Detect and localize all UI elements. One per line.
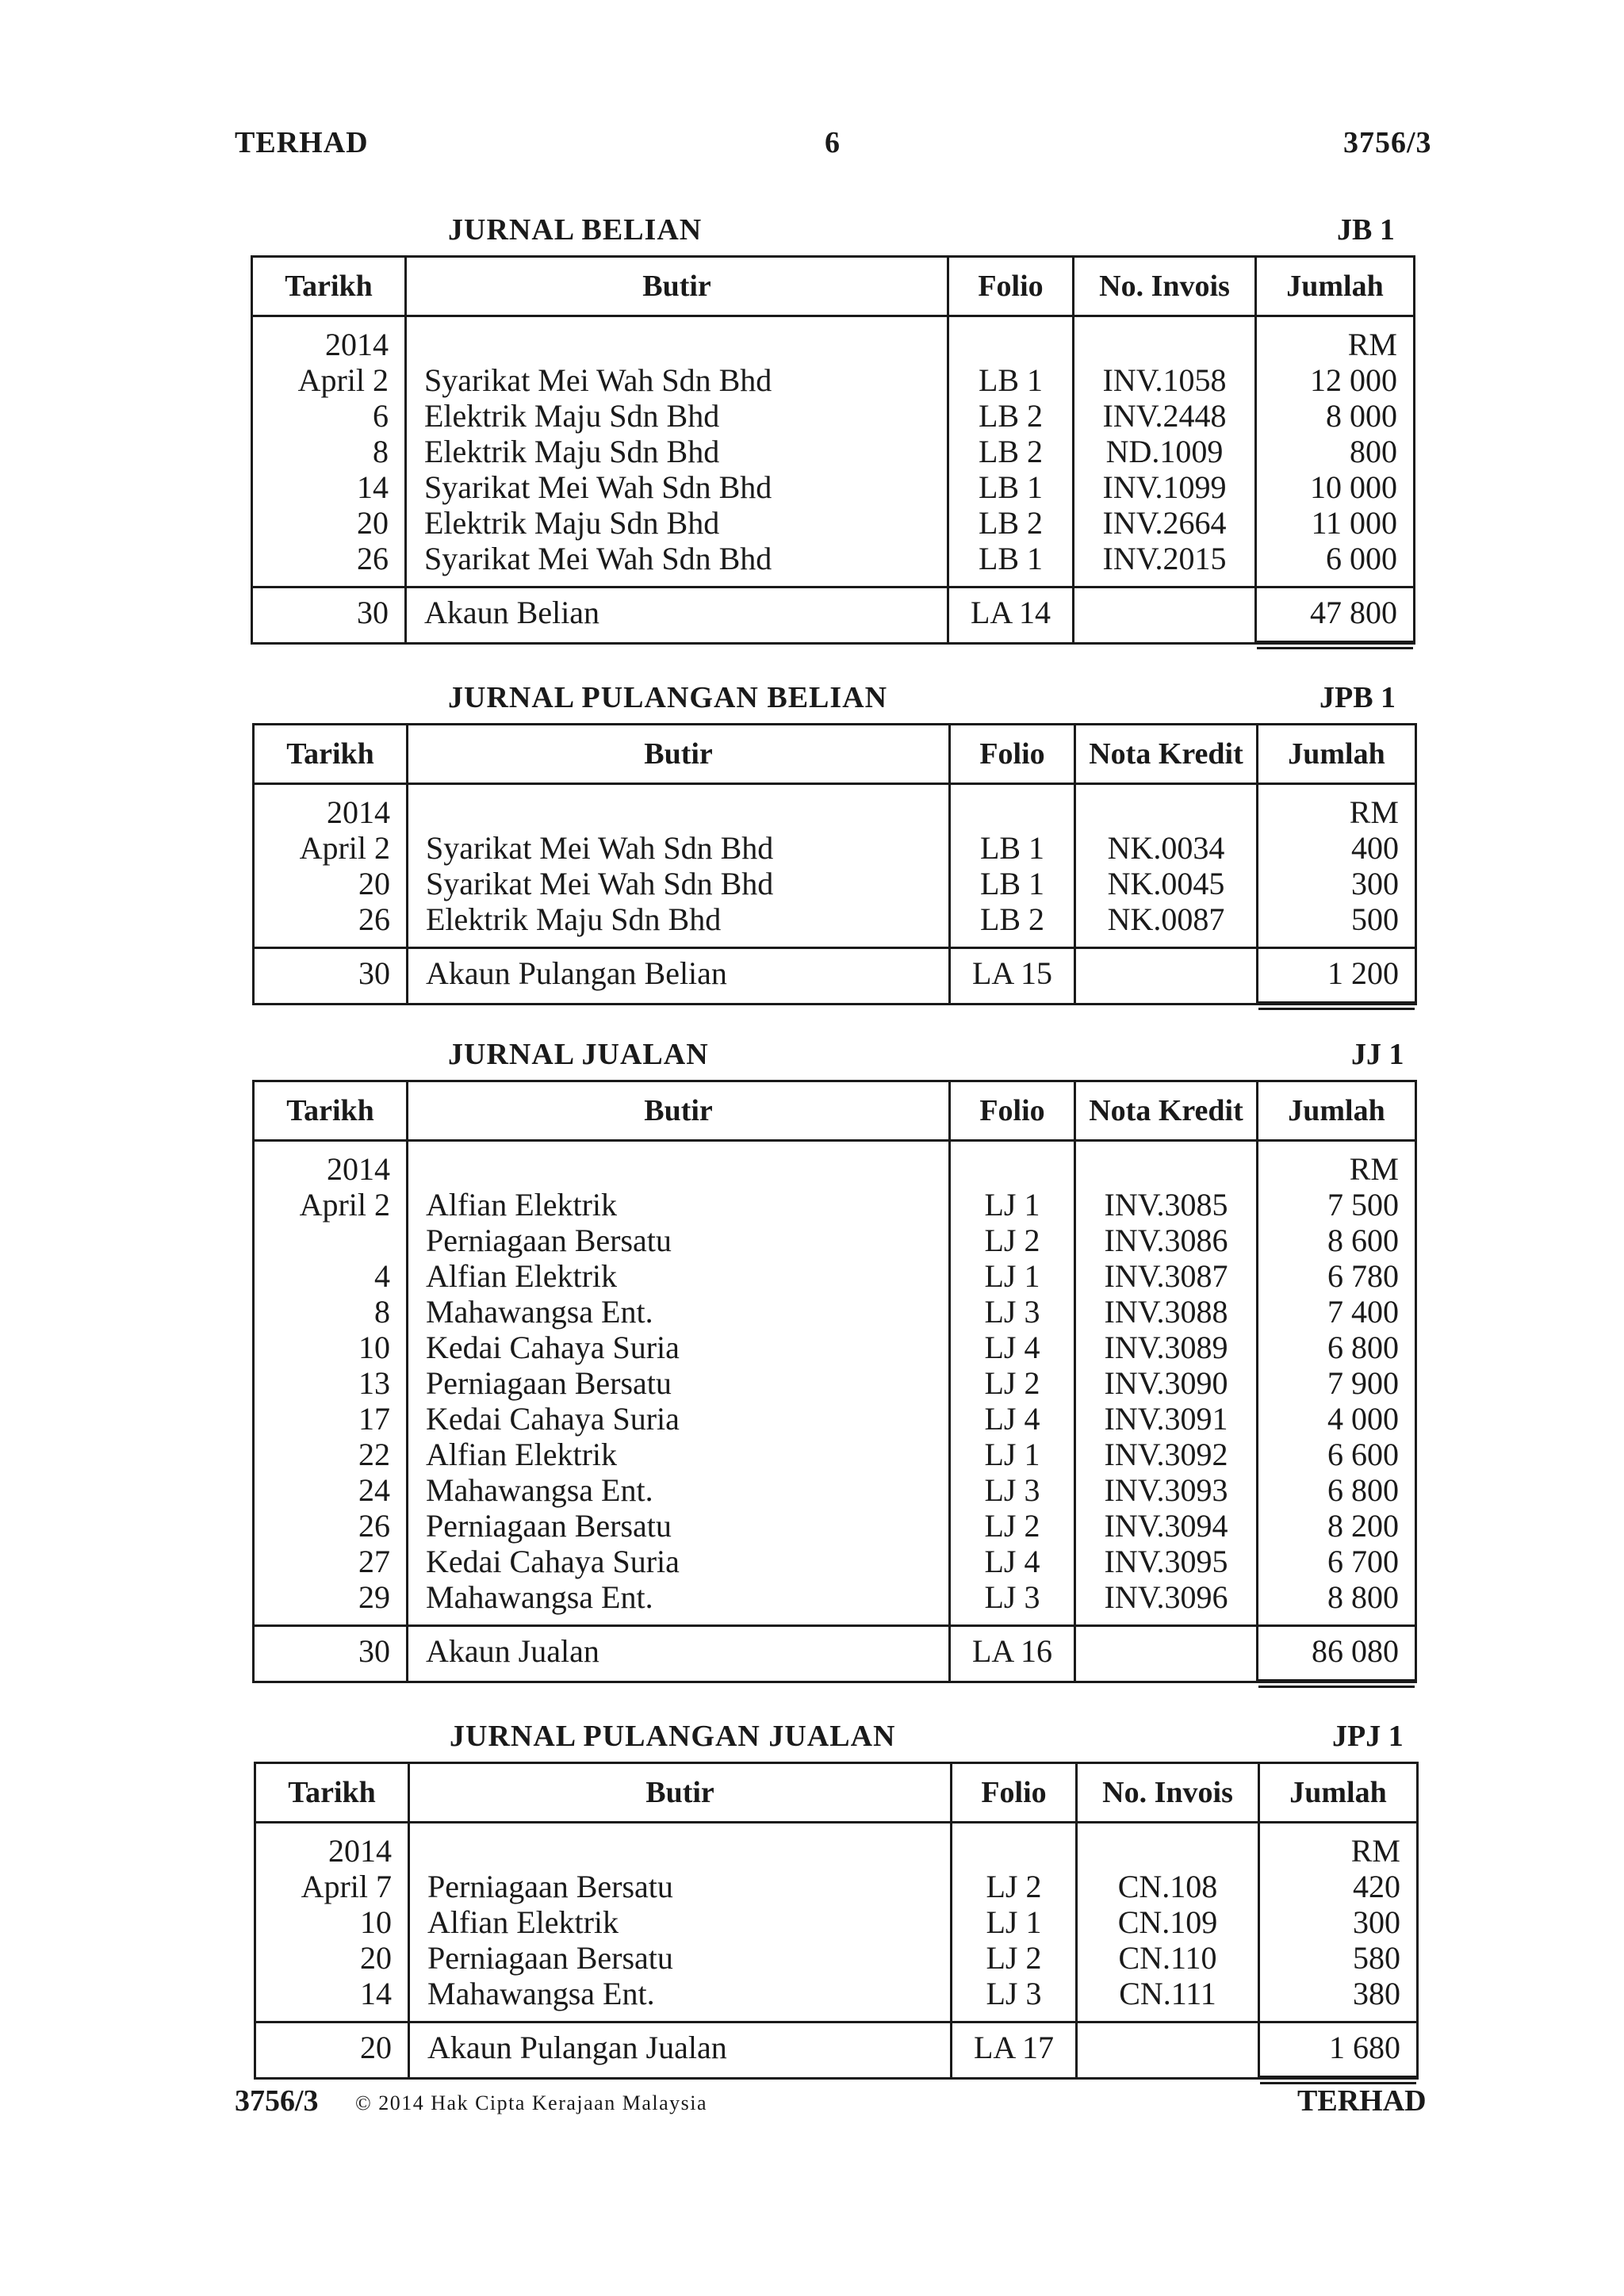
entry-folio: LJ 2 [986,1869,1042,1904]
journal-table-jpb [252,723,1417,1005]
col-header-jumlah: Jumlah [1286,270,1384,303]
entry-folio: LB 2 [979,901,1045,937]
total-date: 30 [253,588,407,642]
entry-amount: 420 [1353,1869,1400,1904]
entry-amount: 7 400 [1327,1294,1399,1330]
date-column [253,317,407,586]
entry-reference: CN.108 [1117,1869,1218,1904]
year-label: 2014 [327,1151,390,1187]
entry-amount: 8 200 [1327,1508,1399,1544]
footer-paper-code: 3756/3 [235,2084,319,2118]
entry-amount: 12 000 [1310,362,1397,398]
journal-table-jpj [254,1762,1419,2080]
description-column [410,1823,952,2021]
entry-date: 20 [358,866,390,901]
description-column [408,1142,951,1624]
entry-amount: 10 000 [1310,469,1397,505]
header-label-left: TERHAD [235,126,369,159]
entry-date: 8 [374,1294,390,1330]
entry-amount: 500 [1351,901,1399,937]
spacer-line [1076,1151,1256,1187]
entry-date: 24 [358,1472,390,1508]
entry-date: 13 [358,1365,390,1401]
entry-description: Perniagaan Bersatu [426,1508,672,1544]
entry-description: Syarikat Mei Wah Sdn Bhd [424,362,772,398]
entry-reference: CN.111 [1119,1976,1216,2011]
entry-description: Elektrik Maju Sdn Bhd [424,434,720,469]
header-paper-code: 3756/3 [1343,126,1432,159]
entry-description: Alfian Elektrik [426,1258,618,1294]
folio-column [949,317,1074,586]
entry-description: Elektrik Maju Sdn Bhd [424,505,720,541]
entry-date [255,1223,390,1258]
spacer-line [951,1151,1074,1187]
total-description: Akaun Pulangan Jualan [410,2023,952,2077]
spacer-line [1076,794,1256,830]
total-amount: 1 200 [1258,949,1415,1003]
entry-folio: LJ 1 [986,1904,1042,1940]
entry-folio: LB 1 [979,830,1045,866]
col-header-folio: Folio [951,725,1076,783]
entry-description: Syarikat Mei Wah Sdn Bhd [426,866,774,901]
total-description: Akaun Jualan [408,1627,951,1681]
entry-folio: LJ 2 [984,1223,1040,1258]
footer-label-right: TERHAD [1297,2084,1427,2118]
entry-amount: 380 [1353,1976,1400,2011]
spacer-line [427,1833,950,1869]
date-column [256,1823,410,2021]
entry-folio: LB 1 [978,541,1044,576]
spacer-line [1078,1833,1258,1869]
entry-amount: 300 [1351,866,1399,901]
entry-date: April 2 [297,362,389,398]
entry-description: Perniagaan Bersatu [427,1869,673,1904]
entry-amount: 400 [1351,830,1399,866]
entry-description: Mahawangsa Ent. [426,1579,653,1615]
journal-header-row [253,258,1413,315]
entry-reference: INV.3088 [1104,1294,1228,1330]
journal-total-row [255,1624,1415,1681]
journal-title-jpb: JURNAL PULANGAN BELIAN [448,681,888,714]
amount-column [1258,785,1415,947]
total-folio: LA 15 [951,949,1076,1003]
entry-amount: 6 800 [1327,1472,1399,1508]
total-reference-empty [1074,588,1257,642]
entry-date: 10 [358,1330,390,1365]
entry-reference: NK.0045 [1107,866,1225,901]
total-amount: 86 080 [1258,1627,1415,1681]
entry-amount: 6 700 [1327,1544,1399,1579]
col-header-folio: Folio [951,1082,1076,1139]
spacer-line [949,327,1072,362]
date-column [255,1142,408,1624]
entry-date: April 2 [299,830,390,866]
description-column [408,785,951,947]
reference-column [1078,1823,1260,2021]
entry-description: Elektrik Maju Sdn Bhd [426,901,722,937]
col-header-ref: Nota Kredit [1076,1082,1258,1139]
entry-folio: LJ 1 [984,1187,1040,1223]
entry-folio: LJ 3 [984,1472,1040,1508]
spacer-line [424,327,947,362]
year-label: 2014 [325,327,389,362]
entry-folio: LB 1 [978,469,1044,505]
entry-description: Kedai Cahaya Suria [426,1544,680,1579]
entry-reference: INV.3090 [1104,1365,1228,1401]
total-reference-empty [1076,949,1258,1003]
entry-description: Kedai Cahaya Suria [426,1330,680,1365]
entry-reference: NK.0087 [1107,901,1225,937]
col-header-butir: Butir [410,1764,952,1821]
entry-date: 10 [360,1904,392,1940]
entry-description: Mahawangsa Ent. [427,1976,655,2011]
col-header-butir: Butir [407,258,949,315]
entry-date: 8 [373,434,389,469]
entry-description: Syarikat Mei Wah Sdn Bhd [426,830,774,866]
folio-column [952,1823,1078,2021]
entry-reference: INV.3086 [1104,1223,1228,1258]
entry-reference: INV.1099 [1102,469,1227,505]
entry-folio: LJ 2 [984,1508,1040,1544]
entry-amount: 8 000 [1326,398,1397,434]
col-header-butir: Butir [408,725,951,783]
entry-description: Perniagaan Bersatu [426,1223,672,1258]
entry-amount: 6 600 [1327,1437,1399,1472]
entry-description: Alfian Elektrik [426,1437,618,1472]
total-date: 30 [255,949,408,1003]
entry-date: 29 [358,1579,390,1615]
journal-entries [255,1139,1415,1624]
entry-amount: 6 780 [1327,1258,1399,1294]
total-folio: LA 16 [951,1627,1076,1681]
col-header-butir: Butir [408,1082,951,1139]
entry-reference: INV.3089 [1104,1330,1228,1365]
entry-folio: LJ 4 [984,1544,1040,1579]
spacer-line [951,794,1074,830]
entry-reference: INV.2015 [1102,541,1227,576]
date-column [255,785,408,947]
folio-column [951,1142,1076,1624]
year-label: 2014 [328,1833,392,1869]
entry-date: 26 [358,1508,390,1544]
entry-reference: INV.2664 [1102,505,1227,541]
entry-reference: CN.110 [1118,1940,1217,1976]
entry-date: 14 [360,1976,392,2011]
folio-column [951,785,1076,947]
col-header-folio: Folio [949,258,1074,315]
year-label: 2014 [327,794,390,830]
total-reference-empty [1076,1627,1258,1681]
entry-amount: 300 [1353,1904,1400,1940]
journal-table-jb [251,255,1415,645]
entry-amount: 7 500 [1327,1187,1399,1223]
entry-folio: LB 1 [978,362,1044,398]
entry-reference: CN.109 [1117,1904,1218,1940]
entry-reference: INV.1058 [1102,362,1227,398]
entry-folio: LJ 3 [986,1976,1042,2011]
entry-folio: LJ 3 [984,1579,1040,1615]
entry-reference: INV.3093 [1104,1472,1228,1508]
entry-date: 20 [357,505,389,541]
reference-column [1074,317,1257,586]
journal-entries [256,1821,1416,2021]
journal-header-row [255,1082,1415,1139]
col-header-ref: No. Invois [1078,1764,1260,1821]
entry-date: 22 [358,1437,390,1472]
journal-entries [255,783,1415,947]
col-header-jumlah: Jumlah [1289,1776,1387,1809]
journal-total-row [253,586,1413,642]
entry-description: Alfian Elektrik [427,1904,619,1940]
total-date: 20 [256,2023,410,2077]
entry-amount: 11 000 [1311,505,1397,541]
entry-folio: LJ 3 [984,1294,1040,1330]
total-amount: 1 680 [1260,2023,1416,2077]
page-number: 6 [825,126,841,159]
entry-description: Alfian Elektrik [426,1187,618,1223]
entry-description: Kedai Cahaya Suria [426,1401,680,1437]
journal-header-row [256,1764,1416,1821]
entry-description: Syarikat Mei Wah Sdn Bhd [424,541,772,576]
currency-label: RM [1350,1833,1400,1869]
spacer-line [426,794,948,830]
journal-code-jb: JB 1 [1337,213,1395,247]
entry-folio: LJ 2 [984,1365,1040,1401]
entry-folio: LJ 4 [984,1330,1040,1365]
col-header-folio: Folio [952,1764,1078,1821]
entry-date: 6 [373,398,389,434]
entry-description: Syarikat Mei Wah Sdn Bhd [424,469,772,505]
currency-label: RM [1347,327,1397,362]
entry-amount: 4 000 [1327,1401,1399,1437]
entry-description: Mahawangsa Ent. [426,1294,653,1330]
col-header-ref: Nota Kredit [1076,725,1258,783]
entry-description: Mahawangsa Ent. [426,1472,653,1508]
entry-folio: LB 2 [978,434,1044,469]
entry-reference: ND.1009 [1105,434,1224,469]
entry-description: Elektrik Maju Sdn Bhd [424,398,720,434]
entry-date: 17 [358,1401,390,1437]
entry-folio: LJ 2 [986,1940,1042,1976]
spacer-line [1074,327,1254,362]
entry-reference: INV.2448 [1102,398,1227,434]
journal-title-jb: JURNAL BELIAN [448,213,703,247]
col-header-tarikh: Tarikh [255,725,408,783]
journal-entries [253,315,1413,586]
total-date: 30 [255,1627,408,1681]
journal-code-jpb: JPB 1 [1320,681,1396,714]
journal-header-row [255,725,1415,783]
entry-description: Perniagaan Bersatu [427,1940,673,1976]
total-amount: 47 800 [1257,588,1413,642]
entry-date: April 2 [299,1187,390,1223]
total-folio: LA 17 [952,2023,1078,2077]
entry-reference: INV.3095 [1104,1544,1228,1579]
journal-table-jj [252,1080,1417,1683]
copyright-notice: © 2014 Hak Cipta Kerajaan Malaysia [355,2091,708,2114]
entry-folio: LJ 1 [984,1258,1040,1294]
entry-reference: NK.0034 [1107,830,1225,866]
total-folio: LA 14 [949,588,1074,642]
reference-column [1076,1142,1258,1624]
entry-reference: INV.3091 [1104,1401,1228,1437]
entry-date: 14 [357,469,389,505]
entry-date: 26 [357,541,389,576]
description-column [407,317,949,586]
entry-amount: 7 900 [1327,1365,1399,1401]
reference-column [1076,785,1258,947]
col-header-jumlah: Jumlah [1288,737,1385,771]
col-header-tarikh: Tarikh [255,1082,408,1139]
amount-column [1258,1142,1415,1624]
entry-date: April 7 [301,1869,392,1904]
entry-date: 27 [358,1544,390,1579]
currency-label: RM [1349,1151,1399,1187]
entry-reference: INV.3094 [1104,1508,1228,1544]
journal-total-row [256,2021,1416,2077]
amount-column [1257,317,1413,586]
journal-code-jj: JJ 1 [1351,1038,1404,1071]
entry-date: 26 [358,901,390,937]
col-header-ref: No. Invois [1074,258,1257,315]
entry-folio: LJ 4 [984,1401,1040,1437]
total-reference-empty [1078,2023,1260,2077]
entry-amount: 6 000 [1326,541,1397,576]
total-description: Akaun Belian [407,588,949,642]
entry-date: 4 [374,1258,390,1294]
journal-title-jj: JURNAL JUALAN [448,1038,709,1071]
entry-date: 20 [360,1940,392,1976]
journal-total-row [255,947,1415,1003]
entry-reference: INV.3085 [1104,1187,1228,1223]
spacer-line [426,1151,948,1187]
entry-amount: 8 800 [1327,1579,1399,1615]
spacer-line [952,1833,1075,1869]
journal-title-jpj: JURNAL PULANGAN JUALAN [450,1720,896,1753]
entry-folio: LB 2 [978,505,1044,541]
entry-amount: 580 [1353,1940,1400,1976]
entry-reference: INV.3096 [1104,1579,1228,1615]
entry-amount: 800 [1350,434,1397,469]
col-header-tarikh: Tarikh [253,258,407,315]
amount-column [1260,1823,1416,2021]
col-header-jumlah: Jumlah [1288,1094,1385,1127]
currency-label: RM [1349,794,1399,830]
entry-reference: INV.3092 [1104,1437,1228,1472]
total-description: Akaun Pulangan Belian [408,949,951,1003]
entry-amount: 8 600 [1327,1223,1399,1258]
entry-folio: LB 2 [978,398,1044,434]
entry-description: Perniagaan Bersatu [426,1365,672,1401]
entry-folio: LB 1 [979,866,1045,901]
journal-code-jpj: JPJ 1 [1332,1720,1404,1753]
entry-folio: LJ 1 [984,1437,1040,1472]
col-header-tarikh: Tarikh [256,1764,410,1821]
entry-amount: 6 800 [1327,1330,1399,1365]
entry-reference: INV.3087 [1104,1258,1228,1294]
